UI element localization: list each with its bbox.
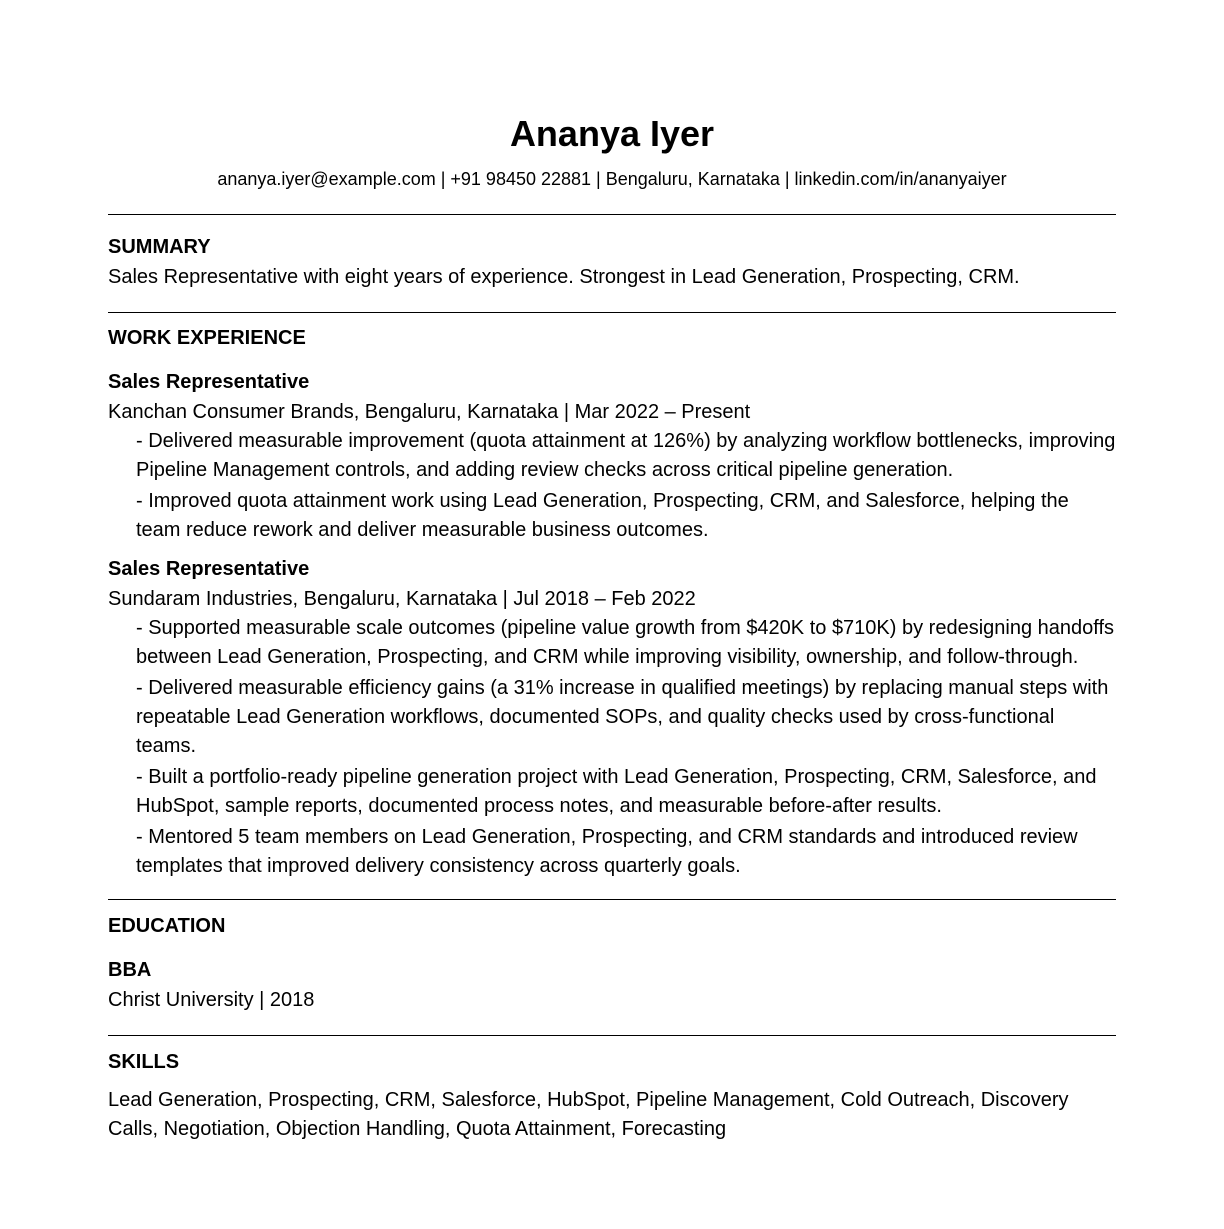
job-bullets bbox=[108, 427, 1116, 545]
job-bullets bbox=[108, 614, 1116, 881]
divider-header bbox=[108, 214, 1116, 215]
skills-heading: SKILLS bbox=[108, 1051, 180, 1073]
job-meta: Sundaram Industries, Bengaluru, Karnataka | Jul 2018 – Feb 2022 bbox=[108, 588, 696, 610]
education-section bbox=[108, 914, 1116, 1015]
job-bullet: - Improved quota attainment work using Lead Generation, Prospecting, CRM, and Salesforce, helping the team reduce rework and deliver measurable business outcomes. bbox=[136, 490, 1069, 541]
divider-experience bbox=[108, 899, 1116, 900]
skills-section bbox=[108, 1050, 1116, 1144]
divider-education bbox=[108, 1035, 1116, 1036]
experience-section bbox=[108, 326, 1116, 881]
job-bullet: - Delivered measurable improvement (quota attainment at 126%) by analyzing workflow bottlenecks, improving Pipeline Management controls, and adding review checks across critical pipeline generation. bbox=[136, 430, 1116, 481]
divider-summary bbox=[108, 312, 1116, 313]
summary-section bbox=[108, 235, 1116, 292]
job-bullet: - Built a portfolio-ready pipeline generation project with Lead Generation, Prospecting, CRM, Salesforce, and HubSpot, sample reports, documented process notes, and measurable before-after results. bbox=[136, 766, 1097, 817]
skills-text: Lead Generation, Prospecting, CRM, Salesforce, HubSpot, Pipeline Management, Cold Outreach, Discovery Calls, Negotiation, Objection Handling, Quota Attainment, Forecasting bbox=[108, 1089, 1069, 1140]
job-title: Sales Representative bbox=[108, 371, 310, 393]
contact-line: ananya.iyer@example.com | +91 98450 22881 | Bengaluru, Karnataka | linkedin.com/in/ananyaiyer bbox=[217, 169, 1007, 189]
job-meta: Kanchan Consumer Brands, Bengaluru, Karnataka | Mar 2022 – Present bbox=[108, 401, 751, 423]
job-entry bbox=[108, 557, 1116, 881]
job-bullet: - Delivered measurable efficiency gains (a 31% increase in qualified meetings) by replacing manual steps with repeatable Lead Generation workflows, documented SOPs, and quality checks used by cross-functional teams. bbox=[136, 677, 1109, 757]
education-heading: EDUCATION bbox=[108, 915, 226, 937]
degree-title: BBA bbox=[108, 959, 152, 981]
job-bullet: - Supported measurable scale outcomes (pipeline value growth from $420K to $710K) by redesigning handoffs between Lead Generation, Prospecting, and CRM while improving visibility, ownership, and follow-through. bbox=[136, 617, 1114, 668]
job-title: Sales Representative bbox=[108, 558, 310, 580]
candidate-name: Ananya Iyer bbox=[509, 113, 715, 154]
summary-heading: SUMMARY bbox=[108, 236, 211, 258]
job-bullet: - Mentored 5 team members on Lead Generation, Prospecting, and CRM standards and introduced review templates that improved delivery consistency across quarterly goals. bbox=[136, 826, 1078, 877]
job-entry bbox=[108, 370, 1116, 545]
education-meta: Christ University | 2018 bbox=[108, 989, 315, 1011]
experience-heading: WORK EXPERIENCE bbox=[108, 327, 306, 349]
summary-text: Sales Representative with eight years of experience. Strongest in Lead Generation, Prospecting, CRM. bbox=[108, 266, 1020, 288]
